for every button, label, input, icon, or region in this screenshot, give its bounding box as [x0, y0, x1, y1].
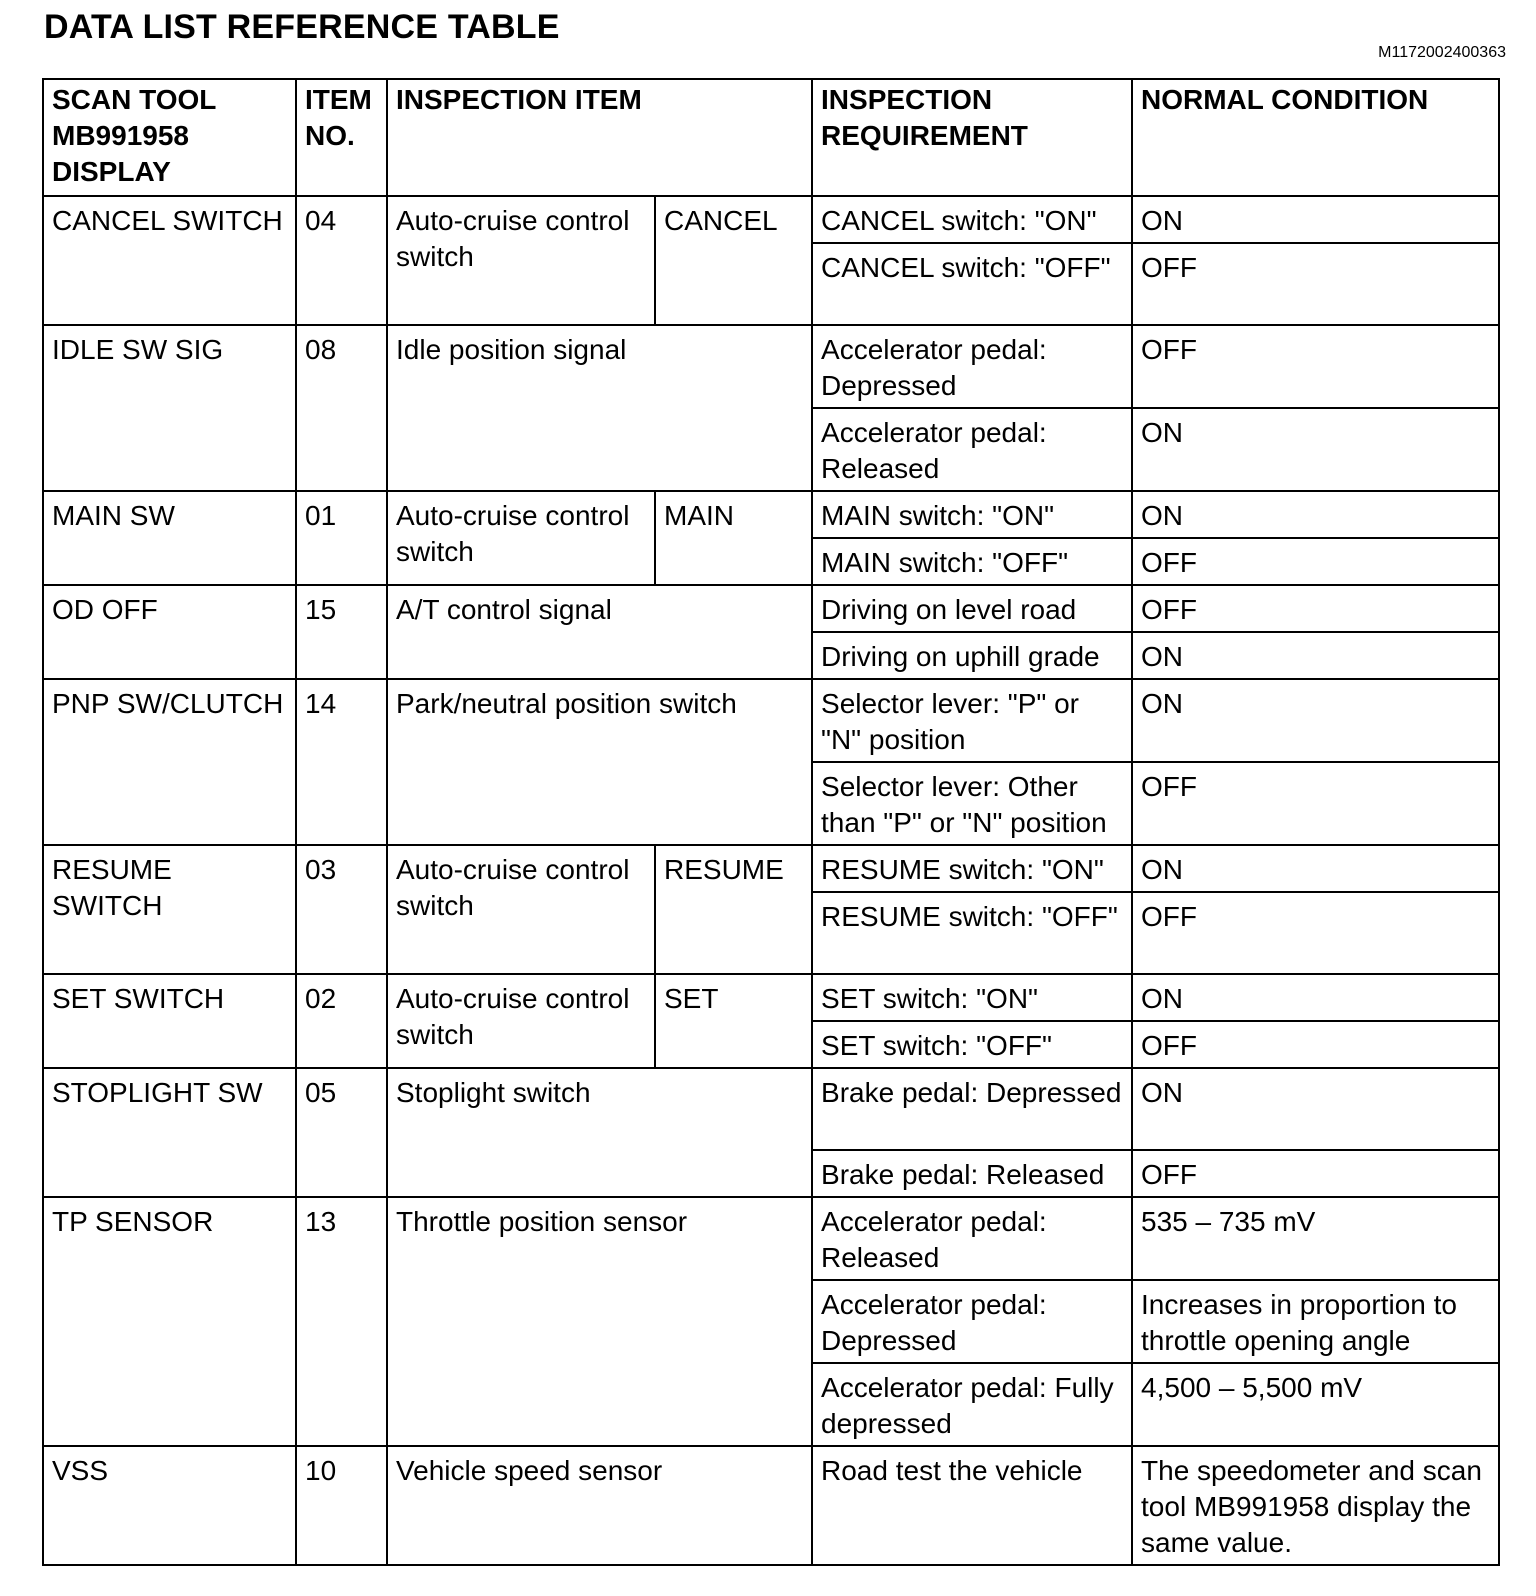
requirement-cell: RESUME switch: "ON": [812, 845, 1132, 892]
normal-condition-cell: OFF: [1132, 1021, 1499, 1068]
requirement-cell: SET switch: "ON": [812, 974, 1132, 1021]
table-row: [43, 325, 1499, 408]
requirement-cell: CANCEL switch: "OFF": [812, 243, 1132, 325]
normal-condition-cell: OFF: [1132, 1150, 1499, 1197]
table-row: [43, 491, 1499, 538]
requirement-cell: Accelerator pedal: Depressed: [812, 325, 1132, 408]
table-row: [43, 585, 1499, 632]
inspection-item-cell: Auto-cruise control switch: [387, 196, 655, 325]
normal-condition-cell: ON: [1132, 196, 1499, 243]
requirement-cell: Brake pedal: Released: [812, 1150, 1132, 1197]
inspection-item-cell: Idle position signal: [387, 325, 812, 491]
display-cell: PNP SW/CLUTCH: [43, 679, 296, 845]
display-cell: RESUME SWITCH: [43, 845, 296, 974]
inspection-subitem-cell: CANCEL: [655, 196, 812, 325]
requirement-cell: Accelerator pedal: Released: [812, 408, 1132, 491]
item-no-cell: 01: [296, 491, 387, 585]
normal-condition-cell: Increases in proportion to throttle opening angle: [1132, 1280, 1499, 1363]
display-cell: IDLE SW SIG: [43, 325, 296, 491]
inspection-item-cell: Park/neutral position switch: [387, 679, 812, 845]
inspection-item-cell: Auto-cruise control switch: [387, 491, 655, 585]
requirement-cell: MAIN switch: "ON": [812, 491, 1132, 538]
item-no-cell: 15: [296, 585, 387, 679]
item-no-cell: 03: [296, 845, 387, 974]
requirement-cell: Brake pedal: Depressed: [812, 1068, 1132, 1150]
header-display: SCAN TOOL MB991958 DISPLAY: [43, 79, 296, 196]
normal-condition-cell: ON: [1132, 974, 1499, 1021]
normal-condition-cell: ON: [1132, 632, 1499, 679]
data-list-reference-table: [42, 78, 1500, 1566]
figure-code: M1172002400363: [1378, 44, 1506, 61]
display-cell: TP SENSOR: [43, 1197, 296, 1446]
page-title: DATA LIST REFERENCE TABLE: [44, 8, 560, 46]
header-item-no: ITEM NO.: [296, 79, 387, 196]
requirement-cell: Accelerator pedal: Released: [812, 1197, 1132, 1280]
item-no-cell: 08: [296, 325, 387, 491]
requirement-cell: Accelerator pedal: Fully depressed: [812, 1363, 1132, 1446]
inspection-item-cell: Vehicle speed sensor: [387, 1446, 812, 1565]
requirement-cell: RESUME switch: "OFF": [812, 892, 1132, 974]
table-row: [43, 1197, 1499, 1280]
normal-condition-cell: ON: [1132, 1068, 1499, 1150]
table-row: [43, 1446, 1499, 1565]
normal-condition-cell: ON: [1132, 679, 1499, 762]
header-row: [43, 79, 1499, 196]
item-no-cell: 14: [296, 679, 387, 845]
header-inspection-requirement: INSPECTION REQUIREMENT: [812, 79, 1132, 196]
item-no-cell: 10: [296, 1446, 387, 1565]
requirement-cell: Driving on uphill grade: [812, 632, 1132, 679]
table-row: [43, 845, 1499, 892]
normal-condition-cell: ON: [1132, 408, 1499, 491]
requirement-cell: Accelerator pedal: Depressed: [812, 1280, 1132, 1363]
inspection-subitem-cell: SET: [655, 974, 812, 1068]
normal-condition-cell: OFF: [1132, 243, 1499, 325]
requirement-cell: Selector lever: "P" or "N" position: [812, 679, 1132, 762]
normal-condition-cell: OFF: [1132, 538, 1499, 585]
normal-condition-cell: The speedometer and scan tool MB991958 display the same value.: [1132, 1446, 1499, 1565]
display-cell: STOPLIGHT SW: [43, 1068, 296, 1197]
normal-condition-cell: OFF: [1132, 585, 1499, 632]
display-cell: SET SWITCH: [43, 974, 296, 1068]
display-cell: MAIN SW: [43, 491, 296, 585]
item-no-cell: 02: [296, 974, 387, 1068]
inspection-item-cell: Auto-cruise control switch: [387, 974, 655, 1068]
normal-condition-cell: OFF: [1132, 892, 1499, 974]
inspection-subitem-cell: MAIN: [655, 491, 812, 585]
table-row: [43, 679, 1499, 762]
normal-condition-cell: ON: [1132, 491, 1499, 538]
requirement-cell: SET switch: "OFF": [812, 1021, 1132, 1068]
normal-condition-cell: 4,500 – 5,500 mV: [1132, 1363, 1499, 1446]
normal-condition-cell: 535 – 735 mV: [1132, 1197, 1499, 1280]
table-row: [43, 196, 1499, 243]
table-row: [43, 974, 1499, 1021]
header-normal-condition: NORMAL CONDITION: [1132, 79, 1499, 196]
table-row: [43, 1068, 1499, 1150]
inspection-item-cell: Throttle position sensor: [387, 1197, 812, 1446]
display-cell: CANCEL SWITCH: [43, 196, 296, 325]
item-no-cell: 04: [296, 196, 387, 325]
normal-condition-cell: OFF: [1132, 762, 1499, 845]
inspection-item-cell: Auto-cruise control switch: [387, 845, 655, 974]
inspection-item-cell: Stoplight switch: [387, 1068, 812, 1197]
inspection-item-cell: A/T control signal: [387, 585, 812, 679]
normal-condition-cell: OFF: [1132, 325, 1499, 408]
inspection-subitem-cell: RESUME: [655, 845, 812, 974]
requirement-cell: MAIN switch: "OFF": [812, 538, 1132, 585]
item-no-cell: 13: [296, 1197, 387, 1446]
requirement-cell: Selector lever: Other than "P" or "N" position: [812, 762, 1132, 845]
requirement-cell: CANCEL switch: "ON": [812, 196, 1132, 243]
item-no-cell: 05: [296, 1068, 387, 1197]
requirement-cell: Road test the vehicle: [812, 1446, 1132, 1565]
display-cell: OD OFF: [43, 585, 296, 679]
normal-condition-cell: ON: [1132, 845, 1499, 892]
header-inspection-item: INSPECTION ITEM: [387, 79, 812, 196]
display-cell: VSS: [43, 1446, 296, 1565]
requirement-cell: Driving on level road: [812, 585, 1132, 632]
